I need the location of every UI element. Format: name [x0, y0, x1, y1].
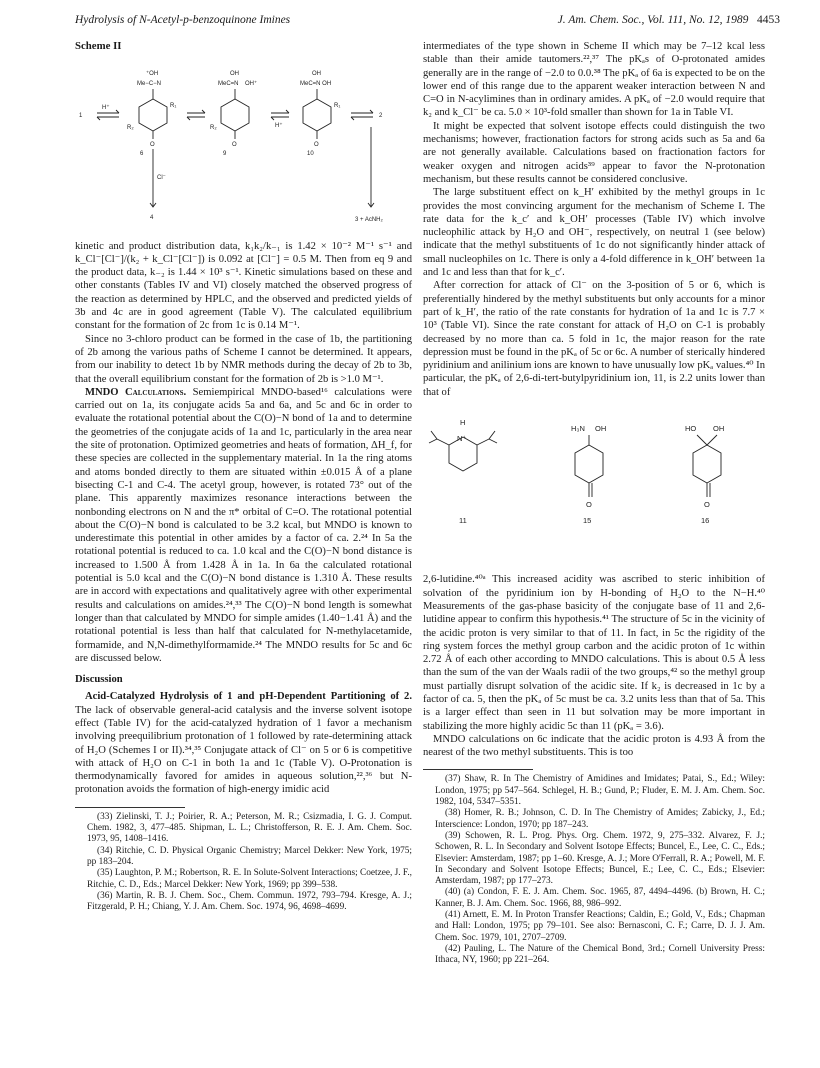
running-head-journal [558, 14, 780, 26]
footnote: (39) Schowen, R. L. Prog. Phys. Org. Chem. 1972, 9, 275–332. Alvarez, F. J.; Schowen, R. L. In Secondary and Solvent Isotope Effects; Buncel, E., Lee, C. C., Eds.; Elsevier: Amsterdam, 1987; pp 1–60. Kresge, A. J.; More O'Ferrall, R. A.; Powell, M. F. In Secondary and Solvent Isotope Effects; Buncel, E.; Lee, C. C., Eds.; Elsevier: Amsterdam, 1987; pp 177–273. [435, 830, 765, 887]
chloride-label: Cl⁻ [157, 175, 166, 182]
footnote: (42) Pauling, L. The Nature of the Chemical Bond, 3rd.; Cornell University Press: Ithaca, NY, 1960; pp 221–264. [435, 943, 765, 966]
struct-n-11: N⁺ [457, 434, 467, 444]
scheme-ohplus-9: OH⁺ [245, 81, 258, 88]
paragraph-body: Semiempirical MNDO-based¹⁶ calculations were carried out on 1a, its conjugate acids 5a and 6a, and 5c and 6c in order to evaluate the rotational potential about the C(O)−N bond of 1a and to determine the geometries of the conjugate acids of 1a and 1c, particularly in the area near the site of protonation. Optimized geometries and heats of formation, ΔH_f, for these species are collected in the supplementary material. In 1a the ring atoms and atoms bonded directly to them are situated within ±0.015 Å of a plane bisecting C-1 and C-4. The acetyl group, however, is rotated 73° out of the plane. This apparently maximizes resonance interactions between the nonbonding electrons on N and the π* orbital of C=O. The rotational potential about the C(O)−N bond is calculated to be 3.2 kcal, but MNDO is known to underestimate this potential in other amides by a factor of ca. 2.²⁴ In 5a the rotational potential is reduced to ca. 1.0 kcal and the C(O)−N bond distance is increased to 1.500 Å from 1.428 Å in 1a. In 6a the calculated rotational potential is 5.0 kcal and the C(O)−N bond distance is 1.310 Å. These results are in accord with expectations and qualitatively agree with other experimental results and calculations on amides.²⁴,³³ The C(O)−N bond length is somewhat longer than that calculated by MNDO for simple amides (1.40−1.41 Å) and the rotational potential is less than half that calculated for N-methylacetamide, formamide, and N,N-dimethylformamide.²⁴ The MNDO results for 5c and 6c are discussed below. [75, 386, 412, 664]
scheme-r1-10: R₁ [334, 103, 341, 110]
compound-label-10: 10 [307, 151, 314, 158]
paragraph [75, 386, 412, 665]
footnote-rule [423, 769, 533, 770]
running-head-title: Hydrolysis of N-Acetyl-p-benzoquinone Imines [75, 14, 291, 26]
product-label-3: 3 + AcNH₂ [355, 217, 383, 224]
run-in-heading: Acid-Catalyzed Hydrolysis of 1 and pH-Dependent Partitioning of 2. [85, 691, 412, 703]
scheme-o-9: O [232, 142, 237, 149]
scheme-amide-6: Me−C−N [137, 81, 162, 88]
footnote: (40) (a) Condon, F. E. J. Am. Chem. Soc. 1965, 87, 4494–4496. (b) Brown, H. C.; Kanner, B. J. Am. Chem. Soc. 1966, 88, 986–992. [435, 887, 765, 909]
left-column [75, 40, 412, 913]
paragraph-body: The lack of observable general-acid catalysis and the inverse solvent isotope effect (Table IV) for the acid-catalyzed hydration of 1 favor a mechanism involving preequilibrium protonation of 1 followed by rate-determining attack of H₂O (Schemes I or II).³⁴,³⁵ Conjugate attack of Cl⁻ on 5 or 6 is competitive with attack of H₂O on C-1 in both 1a and 1c (Table V). O-Protonation is thermodynamically favored for amides in aqueous solution,²²,³⁶ but N-protonation avoids the formation of high-energy imidic acid [75, 704, 412, 796]
compound-label-6: 6 [140, 151, 144, 158]
paragraph [75, 690, 412, 796]
structures-11-15-16 [423, 405, 765, 565]
compound-label-9: 9 [223, 151, 227, 158]
scheme-o-10: O [314, 142, 319, 149]
scheme-amide-9: MeC=N [218, 81, 239, 88]
compound-label-11: 11 [459, 516, 467, 526]
proton-label-2: H⁺ [275, 123, 283, 130]
section-heading: Discussion [75, 674, 123, 686]
paragraph: It might be expected that solvent isotope effects could distinguish the two mechanisms; however, fractionation factors for strong acids such as 5a and 6a are not generally available. Calculations based on fractionation factors for weaker oxygen and nitrogen acids³⁹ appear to favor the N-protonation mechanism, but these results cannot be considered conclusive. [423, 120, 765, 185]
paragraph: kinetic and product distribution data, k₁k₂/k₋₁ is 1.42 × 10⁻² M⁻¹ s⁻¹ and k_Cl⁻[Cl⁻]/(k₂ + k_Cl⁻[Cl⁻]) is 0.092 at [Cl⁻] = 0.5 M. Then from eq 9 and the product data, k₋₂ is 1.44 × 10³ s⁻¹. Kinetic simulations based on these and other constants (Tables IV and VI) closely matched the observed progress of the reaction as determined by HPLC, and the observed and predicted yields of 3b and 4c are in good agreement (Table V). The calculated equilibrium constant for the formation of 2c from 1c is 0.14 M⁻¹. [75, 240, 412, 332]
struct-o-16: O [704, 500, 710, 510]
scheme-r2-9: R₂ [210, 125, 217, 132]
scheme-oh-10: OH [312, 71, 321, 78]
footnote-rule [75, 807, 185, 808]
footnote: (38) Homer, R. B.; Johnson, C. D. In The Chemistry of Amides; Zabicky, J., Ed.; Interscience: London, 1970; pp 187–243. [435, 808, 765, 830]
compound-label-2: 2 [379, 113, 383, 120]
scheme-o-6: O [150, 142, 155, 149]
journal-citation: J. Am. Chem. Soc., Vol. 111, No. 12, 1989 [557, 14, 749, 26]
struct-o-15: O [586, 500, 592, 510]
footnote: (41) Arnett, E. M. In Proton Transfer Reactions; Caldin, E.; Gold, V., Eds.; Chapman and Hall: London, 1975; pp 79–101. See also: Bernasconi, C. F.; Carre, D. J. J. Am. Chem. Soc. 1979, 101, 2707–2709. [435, 910, 765, 943]
scheme-ii-diagram [75, 57, 412, 229]
scheme-r1-6: R₁ [170, 103, 177, 110]
footnote: (33) Zielinski, T. J.; Poirier, R. A.; Peterson, M. R.; Csizmadia, I. G. J. Comput. Chem. 1982, 3, 477–485. Shipman, L. L.; Christofferson, R. E. J. Am. Chem. Soc. 1973, 95, 1408–1416. [87, 811, 412, 845]
paragraph: Since no 3-chloro product can be formed in the case of 1b, the partitioning of 2b among the various paths of Scheme I cannot be determined. It appears, from our inability to detect 1b by NMR methods during the decay of 2b to 3b, that the overall equilibrium constant for the formation of 2b is >1.0 M⁻¹. [75, 333, 412, 385]
struct-ho-16: HO [685, 424, 697, 434]
paragraph: After correction for attack of Cl⁻ on the 3-position of 5 or 6, which is preferentially hindered by the methyl substituents but only accounts for a minor part of k_H′, the ratio of the rate constants for hydration of 1a and 1c is 7.7 × 10³ (Table VI). Since the rate constant for attack of H₂O on C-1 is probably decreased by no more than ca. 5 fold in 1c, the major reason for the rate depression must be found in the pKₐ of 5c or 6c. A number of sterically hindered pyridinium and anilinium ions are known to have unusually low pKₐ values.⁴⁰ In particular, the pKₐ of 2,6-di-tert-butylpyridinium ion, 11, is 2.2 units lower than that of [423, 280, 765, 398]
compound-label-4: 4 [150, 215, 154, 222]
struct-h3n-15: H₃N [571, 424, 585, 434]
scheme-title: Scheme II [75, 40, 122, 52]
footnote: (37) Shaw, R. In The Chemistry of Amidines and Imidates; Patai, S., Ed.; Wiley: London, 1975; pp 547–564. Schlegel, H. B.; Gund, P.; Fluder, E. M. J. Am. Chem. Soc. 1982, 104, 5347–5351. [435, 774, 765, 808]
scheme-oh-9: OH [230, 71, 239, 78]
struct-h-11: H [460, 418, 466, 428]
paragraph: intermediates of the type shown in Scheme II which may be 7–12 kcal less stable than their amide tautomers.²²,³⁷ The pKₐs of O-protonated amides generally are in the range of −2.0 to 0.0.³⁸ The pKₐ of 6a is expected to be on the lower end of this range due to the apparent weaker interaction between N and C=O in N-acylimines than in ordinary amides. A pKₐ of −2.0 would require that k₂ and k_Cl⁻ be ca. 5.0 × 10³-fold smaller than shown for 1a in Table VI. [423, 41, 765, 119]
compound-label-15: 15 [583, 516, 592, 526]
struct-oh-16: OH [713, 424, 725, 434]
scheme-amide-10: MeC=N OH [300, 81, 332, 88]
scheme-r2-6: R₂ [127, 125, 134, 132]
footnote: (36) Martin, R. B. J. Chem. Soc., Chem. Commun. 1972, 793–794. Kresge, A. J.; Fitzgerald, P. H.; Chiang, Y. J. Am. Chem. Soc. 1974, 96, 4698–4699. [87, 890, 412, 913]
proton-label: H⁺ [102, 105, 110, 112]
paragraph: 2,6-lutidine.⁴⁰ᵃ This increased acidity was ascribed to steric inhibition of solvation of the pyridinium ion by H-bonding of H₂O to the N−H.⁴⁰ Measurements of the gas-phase basicity of the conjugate base of 11 and 2,6-lutidine appear to confirm this hypothesis.⁴¹ The structure of 5c in the vicinity of the acidic proton is very similar to that of 11. In fact, in 5c the rigidity of the ring system forces the methyl group carbon and the acidic proton of 1c within 2.72 Å of each other according to MNDO calculations. This is about 0.5 Å less than the sum of the van der Waals radii of the two groups,⁴² so the methyl group must partially disrupt solvation of the acidic site. If k₂ is decreased in 1c by a factor of ca. 5, then the pKₐ of 5c must be ca. 3.2 units less than that of 5a. This is a larger effect than seen in 11 but solvation may be more important in stabilizing the more highly acidic 5c than 11 (pKₐ = 3.6). [423, 574, 765, 732]
compound-label-1: 1 [79, 113, 83, 120]
right-column [423, 40, 765, 967]
paragraph: The large substituent effect on k_H′ exhibited by the methyl groups in 1c provides the most convincing argument for the mechanism of Scheme I. The rate data for the k_c′ and k_OH′ processes (Table IV) which involve nucleophilic attack by H₂O and OH⁻, respectively, on neutral 1 (see below) indicate that the methyl substituents of 1c do not significantly hinder attack of small nucleophiles on 1c. There is only a 4-fold difference in k_OH′ between 1a and 1c and less than that for k_c′. [423, 187, 765, 279]
struct-oh-15: OH [595, 424, 607, 434]
footnote: (34) Ritchie, C. D. Physical Organic Chemistry; Marcel Dekker: New York, 1975; pp 183–204. [87, 845, 412, 867]
compound-label-16: 16 [701, 516, 710, 526]
run-in-heading: MNDO Calculations. [85, 386, 187, 398]
footnote: (35) Laughton, P. M.; Robertson, R. E. In Solute-Solvent Interactions; Coetzee, J. F., Ritchie, C. D., Eds.; Marcel Dekker: New York, 1969; pp 399–538. [87, 868, 412, 890]
page-number: 4453 [757, 14, 780, 26]
paragraph: MNDO calculations on 6c indicate that the acidic proton is 4.93 Å from the nearest of the two methyl substituents. This is too [423, 733, 765, 759]
scheme-oh-plus: ⁺OH [146, 71, 159, 78]
